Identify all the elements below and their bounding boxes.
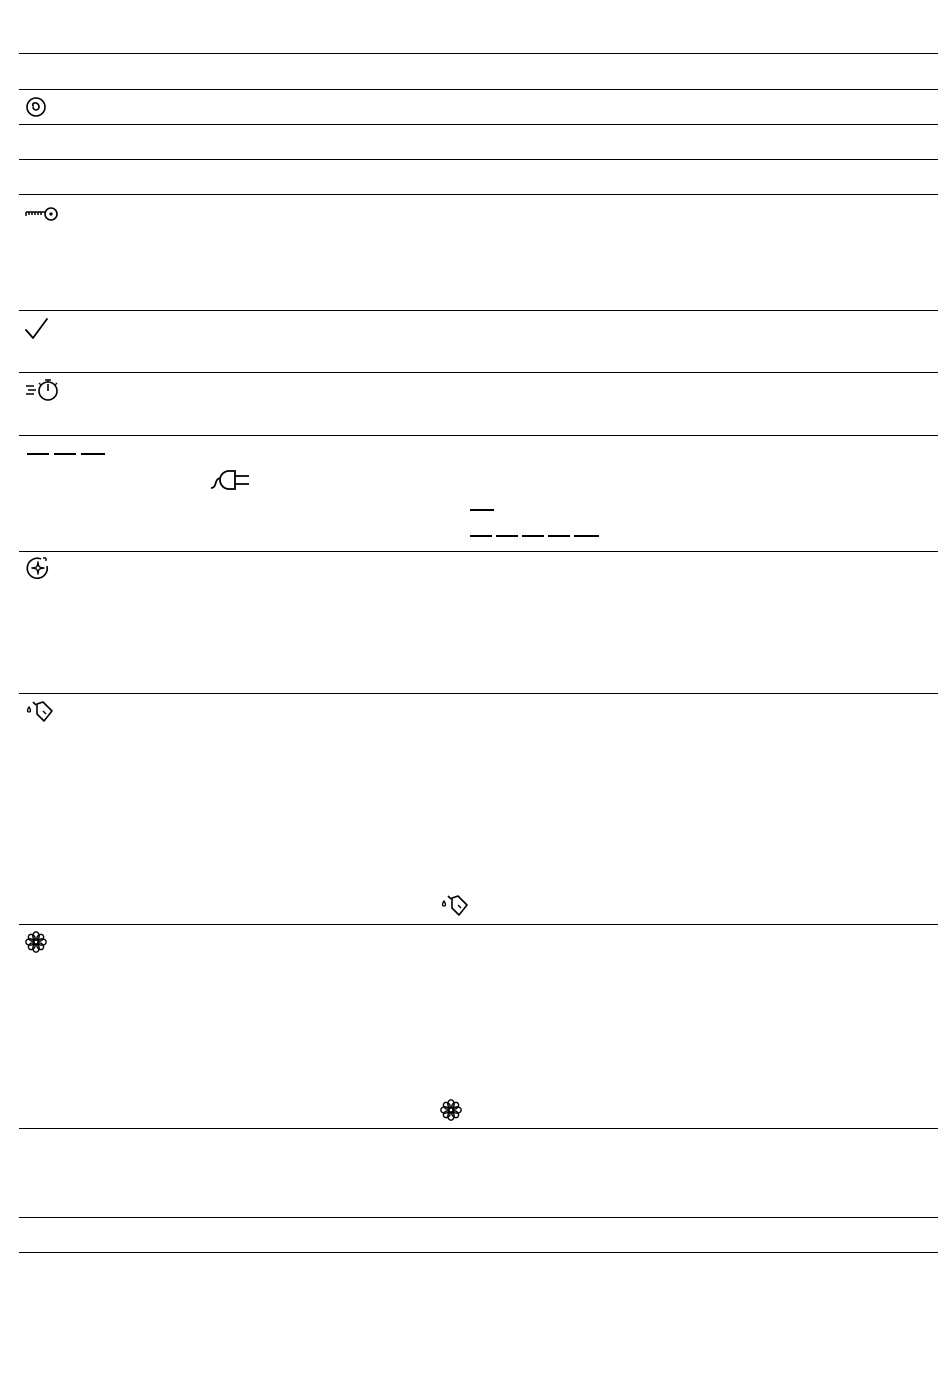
row-divider [19, 924, 938, 925]
flower-fan-icon [440, 1099, 462, 1121]
row-divider [19, 159, 938, 160]
row-divider [19, 53, 938, 54]
row-divider [19, 1128, 938, 1129]
flower-fan-icon [25, 931, 47, 953]
descale-bottle-icon [440, 893, 470, 919]
row-divider [19, 310, 938, 311]
display-dashes-icon [27, 452, 107, 456]
checkmark-icon [25, 318, 49, 340]
row-divider [19, 1217, 938, 1218]
key-icon [25, 206, 59, 222]
row-divider [19, 89, 938, 90]
clock-sparkle-icon [25, 557, 51, 581]
row-divider [19, 124, 938, 125]
spiral-icon [25, 96, 47, 118]
descale-bottle-icon [25, 699, 55, 725]
row-divider [19, 693, 938, 694]
row-divider [19, 435, 938, 436]
power-plug-icon [209, 468, 253, 492]
row-divider [19, 194, 938, 195]
row-divider [19, 372, 938, 373]
single-dash-icon [470, 508, 496, 512]
six-dashes-icon [470, 534, 604, 538]
row-divider [19, 1252, 938, 1253]
fast-preheat-timer-icon [25, 378, 61, 402]
row-divider [19, 551, 938, 552]
